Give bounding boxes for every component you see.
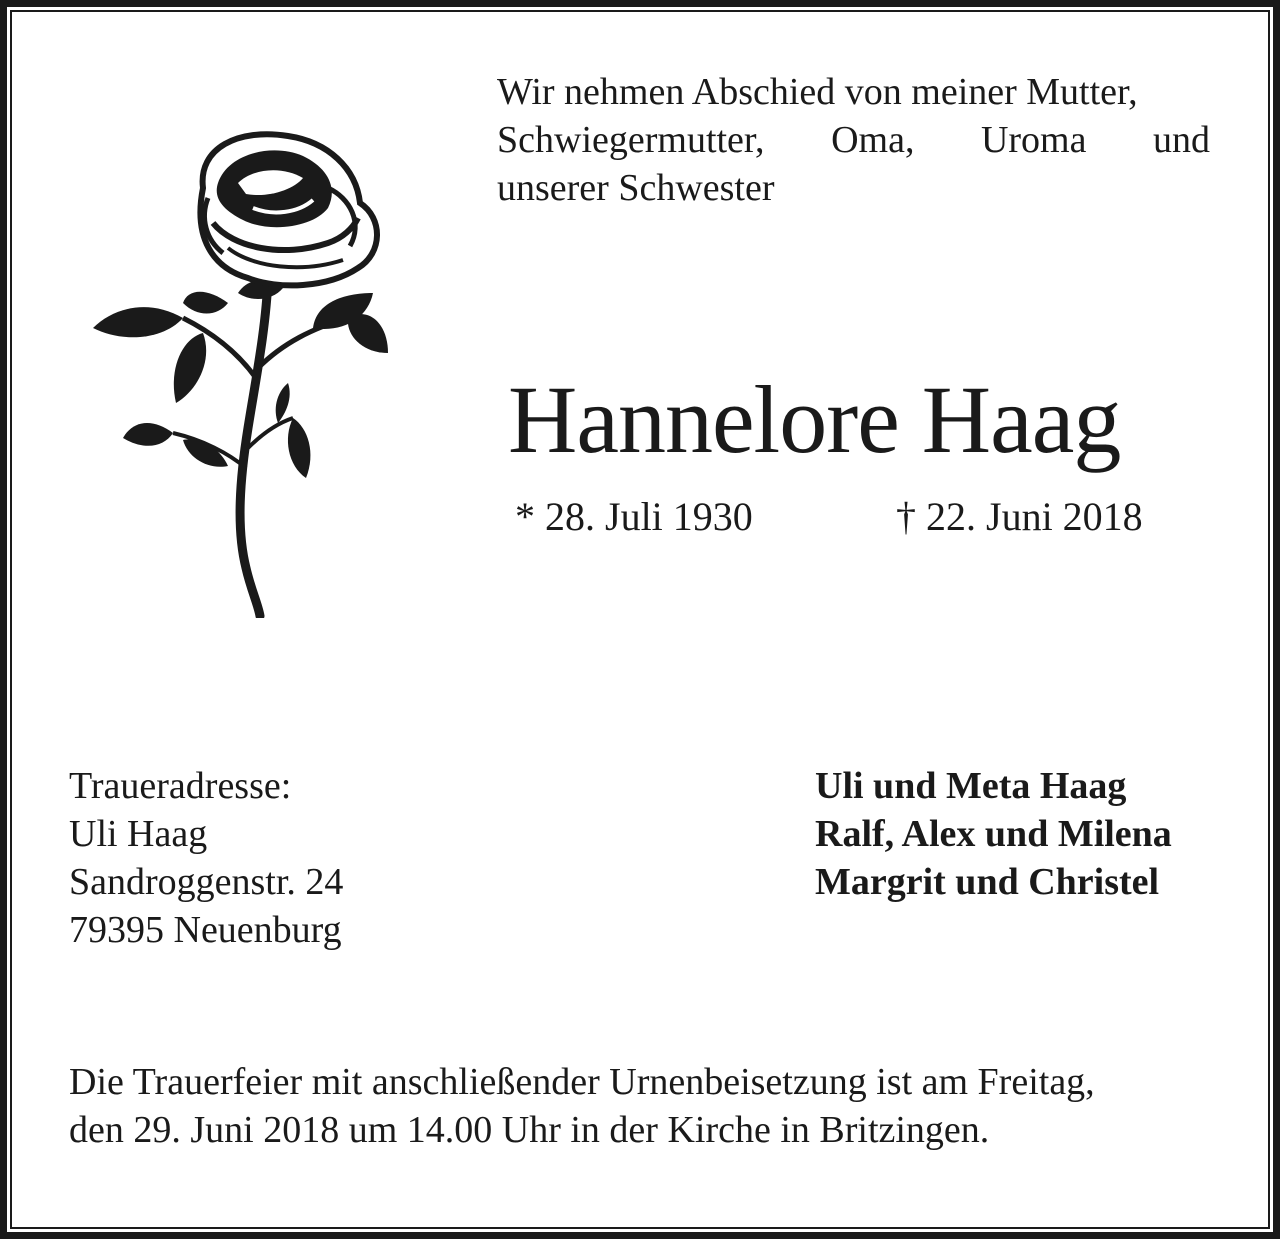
ceremony-line-1: Die Trauerfeier mit anschließender Urnenbeisetzung ist am Freitag,	[69, 1061, 1095, 1103]
deceased-name: Hannelore Haag	[508, 366, 1121, 473]
address-name: Uli Haag	[69, 813, 208, 855]
intro-line-1: Wir nehmen Abschied von meiner Mutter,	[497, 71, 1138, 113]
address-city: 79395 Neuenburg	[69, 909, 342, 951]
ceremony-line-2: den 29. Juni 2018 um 14.00 Uhr in der Kirche in Britzingen.	[69, 1109, 990, 1151]
intro-line-3: unserer Schwester	[497, 167, 775, 209]
mourner-line-1: Uli und Meta Haag	[815, 765, 1127, 807]
farewell-intro	[497, 68, 1210, 212]
address-label: Traueradresse:	[69, 765, 292, 807]
intro-line-2: Schwiegermutter, Oma, Uroma und	[497, 119, 1210, 161]
birth-date: * 28. Juli 1930	[515, 494, 753, 539]
rose-icon	[88, 128, 398, 618]
mourners-list	[815, 762, 1172, 906]
death-date: † 22. Juni 2018	[896, 494, 1143, 539]
mourning-address	[69, 762, 343, 954]
mourner-line-3: Margrit und Christel	[815, 861, 1160, 903]
mourner-line-2: Ralf, Alex und Milena	[815, 813, 1172, 855]
address-street: Sandroggenstr. 24	[69, 861, 344, 903]
ceremony-notice	[69, 1058, 1214, 1154]
